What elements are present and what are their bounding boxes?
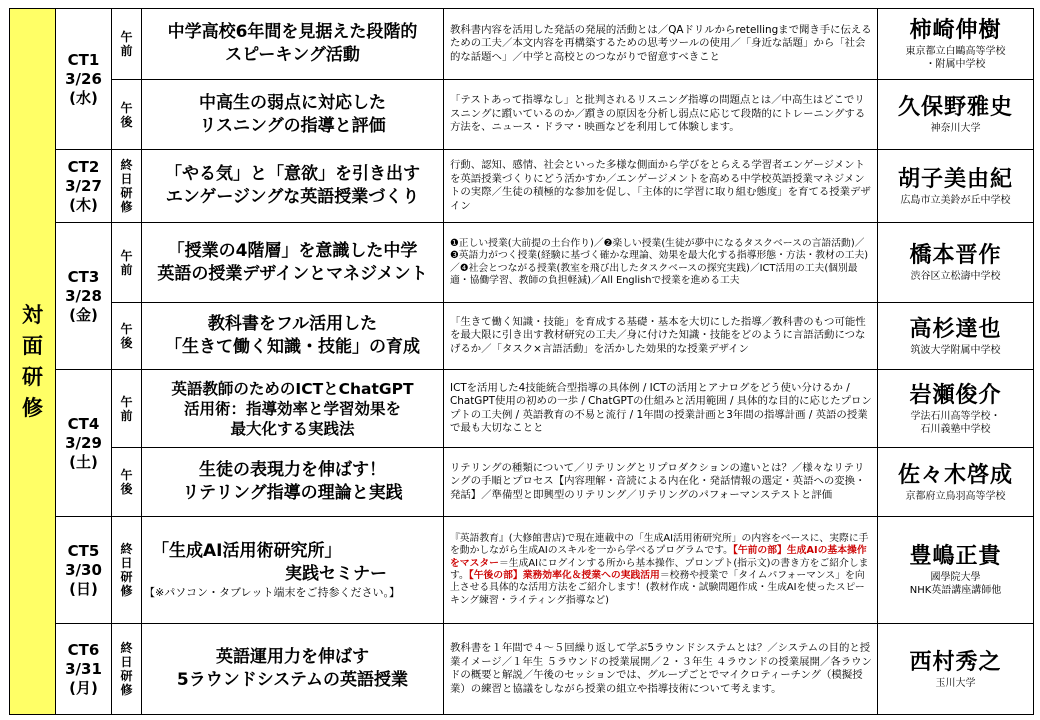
speaker-affiliation: 東京都立白鷗高等学校 xyxy=(905,46,1006,57)
course-date: 3/26 xyxy=(65,69,102,88)
course-code: CT2 xyxy=(67,157,100,176)
course-code: CT6 xyxy=(67,640,100,659)
course-cell-ct2 xyxy=(56,150,112,223)
table-row xyxy=(10,448,1034,517)
course-cell-ct3 xyxy=(56,223,112,370)
seminar-schedule xyxy=(9,8,1033,714)
bring-device-note: 【※パソコン・タブレット端末をご持参ください。】 xyxy=(144,586,400,599)
table-row xyxy=(10,303,1034,370)
session-title: 「授業の4階層」を意識した中学 英語の授業デザインとマネジメント xyxy=(142,223,444,303)
course-date: 3/31 xyxy=(65,659,102,678)
speaker-affiliation: 石川義塾中学校 xyxy=(920,423,991,435)
session-description: リテリングの種類について／リテリングとリプロダクションの違いとは？／様々なリテリングの手順とプロセス【内容理解・音読による内在化・発話情報の選定・英語への変換・発話】／準備型と即興型のリテリング／リテリングのパフォーマンステストと評価 xyxy=(444,448,878,517)
course-weekday: (水) xyxy=(69,88,98,107)
speaker-name: 高杉達也 xyxy=(909,316,1002,342)
speaker-name: 西村秀之 xyxy=(909,649,1002,675)
table-row xyxy=(10,624,1034,715)
speaker-cell xyxy=(878,150,1034,223)
period-cell: 終 日 研 修 xyxy=(112,517,142,624)
course-cell-ct6 xyxy=(56,624,112,715)
course-code: CT4 xyxy=(67,414,100,433)
session-description: 教科書を１年間で４～５回繰り返して学ぶ5ラウンドシステムとは？／システムの目的と授業イメージ／１年生 ５ラウンドの授業展開／２・３年生 ４ラウンドの授業展開／各ラウンドの概要と解説／午後のセッションでは、グループごとでマイクロティーチング（模擬授業）の練習と協議をしながら授業の組立や指導技術について考えます。 xyxy=(444,624,878,715)
session-title: 英語運用力を伸ばす 5ラウンドシステムの英語授業 xyxy=(142,624,444,715)
session-title: 「やる気」と「意欲」を引き出す エンゲージングな英語授業づくり xyxy=(142,150,444,223)
course-code: CT5 xyxy=(67,541,100,560)
speaker-cell xyxy=(878,303,1034,370)
table-row xyxy=(10,223,1034,303)
period-cell: 午 後 xyxy=(112,448,142,517)
course-cell-ct4 xyxy=(56,370,112,517)
table-row xyxy=(10,370,1034,448)
table-row xyxy=(10,150,1034,223)
speaker-name: 橋本晋作 xyxy=(909,243,1002,268)
table-row xyxy=(10,9,1034,80)
speaker-cell xyxy=(878,370,1034,448)
course-code: CT1 xyxy=(67,50,100,69)
speaker-affiliation: 学法石川高等学校・ xyxy=(910,410,1001,422)
speaker-cell xyxy=(878,517,1034,624)
speaker-cell xyxy=(878,9,1034,80)
speaker-name: 佐々木啓成 xyxy=(897,462,1013,488)
course-weekday: (月) xyxy=(69,678,98,697)
session-title: 「生成AI活用術研究所」 実践セミナー 【※パソコン・タブレット端末をご持参ください。】 xyxy=(142,517,444,624)
session-title: 中高生の弱点に対応した リスニングの指導と評価 xyxy=(142,80,444,150)
session-description: 「生きて働く知識・技能」を育成する基礎・基本を大切にした指導／教科書のもつ可能性を最大限に引き出す教材研究の工夫／身に付けた知識・技能をどのように言語活動につなげるか／「タスク×言語活動」を活かした効果的な授業デザイン xyxy=(444,303,878,370)
period-cell: 午 前 xyxy=(112,223,142,303)
speaker-affiliation: 広島市立美鈴が丘中学校 xyxy=(900,194,1011,206)
speaker-affiliation: 玉川大学 xyxy=(935,677,976,689)
course-weekday: (土) xyxy=(69,452,98,471)
course-date: 3/28 xyxy=(65,286,102,305)
session-description: 「テストあって指導なし」と批判されるリスニング指導の問題点とは／中高生はどこでリスニングに躓いているのか／躓きの原因を分析し弱点に応じて段階的にトレーニングする方法を、ニュース・ドラマ・映画などを利用して体験します。 xyxy=(444,80,878,150)
schedule-table xyxy=(9,8,1034,715)
speaker-name: 柿崎伸樹 xyxy=(909,18,1002,43)
session-title: 中学高校6年間を見据えた段階的 スピーキング活動 xyxy=(142,9,444,80)
session-description: ❶正しい授業(大前提の土台作り)／❷楽しい授業(生徒が夢中になるタスクベースの言語活動)／❸英語力がつく授業(経験に基づく確かな理論、効果を最大化する指導形態・方法・教材の工夫)／❹社会とつながる授業(教室を飛び出したタスクベースの探究実践)／ICT活用の工夫(個別最適・協働学習、教師の負担軽減)／All Englishで授業を進める工夫 xyxy=(444,223,878,303)
speaker-affiliation: 筑波大学附属中学校 xyxy=(910,344,1001,356)
course-weekday: (木) xyxy=(69,195,98,214)
speaker-cell xyxy=(878,448,1034,517)
period-cell: 午 後 xyxy=(112,80,142,150)
speaker-affiliation: 京都府立鳥羽高等学校 xyxy=(905,490,1006,502)
session-description: ICTを活用した4技能統合型指導の具体例 / ICTの活用とアナログをどう使い分けるか / ChatGPT使用の初めの一歩 / ChatGPTの仕組みと活用範囲 / 具体的な目的に応じたプロンプトの工夫例 / 英語教育の不易と流行 / 1年間の授業計画と3年間の指導計画 / 英語の授業で最も大切なことと xyxy=(444,370,878,448)
session-title: 英語教師のためのICTとChatGPT 活用術：指導効率と学習効果を 最大化する実践法 xyxy=(142,370,444,448)
course-cell-ct5 xyxy=(56,517,112,624)
speaker-name: 岩瀬俊介 xyxy=(909,382,1002,408)
speaker-cell xyxy=(878,80,1034,150)
period-cell: 終 日 研 修 xyxy=(112,624,142,715)
pm-label: 【午後の部】業務効率化＆授業への実践活用 xyxy=(468,570,660,581)
side-label: 対 面 研 修 xyxy=(10,9,56,715)
session-title: 教科書をフル活用した 「生きて働く知識・技能」の育成 xyxy=(142,303,444,370)
speaker-cell xyxy=(878,624,1034,715)
course-code: CT3 xyxy=(67,267,100,286)
speaker-affiliation: ・附属中学校 xyxy=(925,59,986,70)
session-description: 『英語教育』(大修館書店)で現在連載中の「生成AI活用術研究所」の内容をベースに、実際に手を動かしながら生成AIのスキルを一から学べるプログラムです。【午前の部】生成AIの基本操作をマスター＝生成AIにログインする所から基本操作、プロンプト(指示文)の書き方をご紹介します。【午後の部】業務効率化＆授業への実践活用＝校務や授業で「タイムパフォーマンス」を向上させる具体的な活用方法をご紹介します！(教材作成・試験問題作成・生成AIを使ったスピーキング練習・ライティング指導など) xyxy=(444,517,878,624)
course-weekday: (金) xyxy=(69,305,98,324)
speaker-affiliation: NHK英語講座講師他 xyxy=(909,585,1002,596)
speaker-name: 久保野雅史 xyxy=(897,95,1013,120)
table-row xyxy=(10,80,1034,150)
course-weekday: (日) xyxy=(69,579,98,598)
period-cell: 午 前 xyxy=(112,9,142,80)
period-cell: 午 前 xyxy=(112,370,142,448)
speaker-affiliation: 渋谷区立松濤中学校 xyxy=(910,271,1001,282)
speaker-name: 豊嶋正貴 xyxy=(909,544,1002,569)
course-date: 3/27 xyxy=(65,176,102,195)
session-title: 生徒の表現力を伸ばす！ リテリング指導の理論と実践 xyxy=(142,448,444,517)
course-date: 3/30 xyxy=(65,560,102,579)
speaker-name: 胡子美由紀 xyxy=(897,166,1013,192)
table-row xyxy=(10,517,1034,624)
session-description: 行動、認知、感情、社会といった多様な側面から学びをとらえる学習者エンゲージメントを英語授業づくりにどう活かすか／エンゲージメントを高める中学校英語授業マネジメントの実際／生徒の積極的な参加を促し、「主体的に学習に取り組む態度」を育てる授業デザイン xyxy=(444,150,878,223)
am-label: 【午前の部】生成AIの基本操作をマスター xyxy=(450,545,867,569)
period-cell: 午 後 xyxy=(112,303,142,370)
course-date: 3/29 xyxy=(65,433,102,452)
period-cell: 終 日 研 修 xyxy=(112,150,142,223)
speaker-cell xyxy=(878,223,1034,303)
session-description: 教科書内容を活用した発話の発展的活動とは／QAドリルからretellingまで聞き手に伝えるための工夫／本文内容を再構築するための思考ツールの使用／「身近な話題」から「社会的な話題へ」／中学と高校とのつながりで留意すべきこと xyxy=(444,9,878,80)
course-cell-ct1 xyxy=(56,9,112,150)
speaker-affiliation: 神奈川大学 xyxy=(930,123,981,134)
speaker-affiliation: 國學院大學 xyxy=(930,572,981,583)
